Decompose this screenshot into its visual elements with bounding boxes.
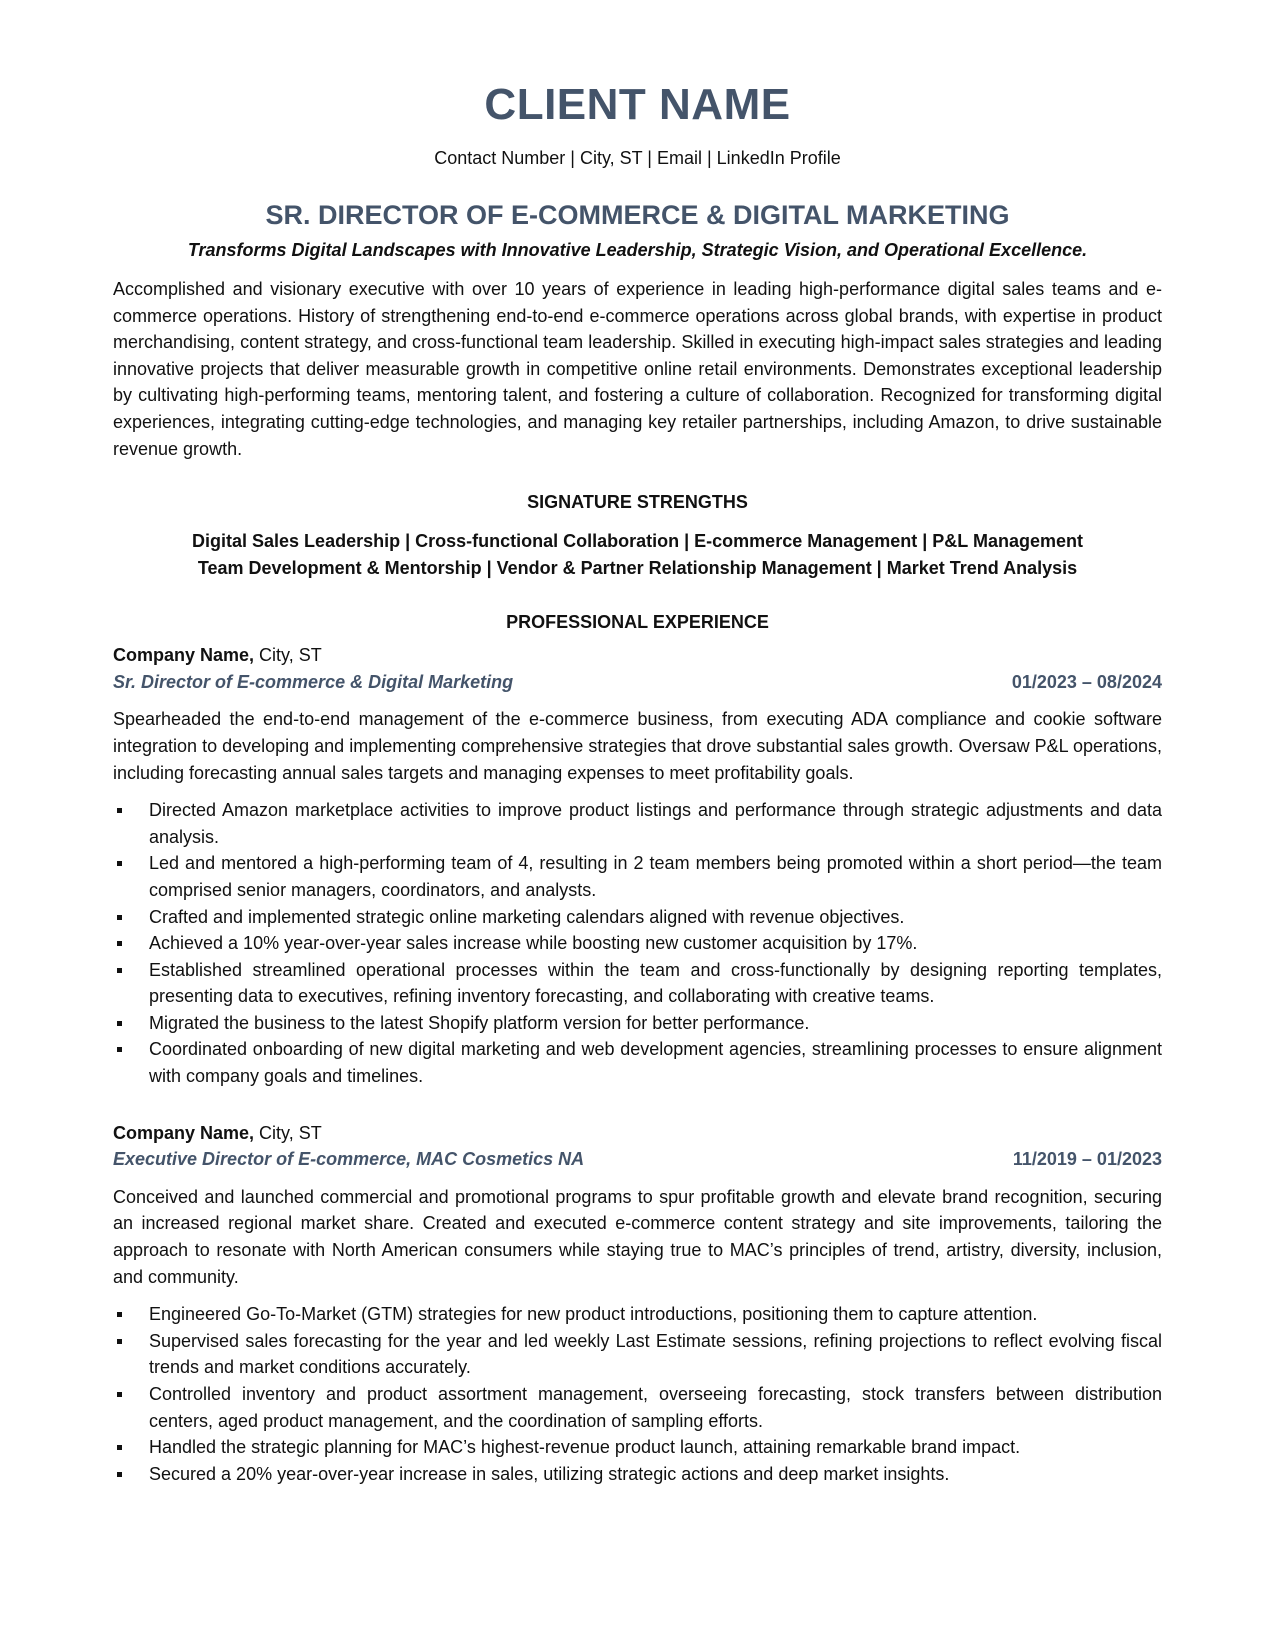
job-dates: 11/2019 – 01/2023 xyxy=(1012,1149,1162,1170)
bullet-item xyxy=(113,1010,1162,1037)
bullet-text: Achieved a 10% year-over-year sales increase while boosting new customer acquisition by 17%. xyxy=(149,933,918,954)
bullet-item xyxy=(113,797,1162,850)
bullet-text: Handled the strategic planning for MAC’s highest-revenue product launch, attaining remarkable brand impact. xyxy=(149,1437,1021,1458)
bullet-text: Established streamlined operational processes within the team and cross-functionally by designing reporting templates, presenting data to executives, refining inventory forecasting, and collaborating with creative teams. xyxy=(149,959,1162,1007)
job-entry xyxy=(113,1120,1162,1488)
bullet-item xyxy=(113,1434,1162,1461)
square-bullet-icon xyxy=(117,941,122,946)
company-location: City, ST xyxy=(254,1122,322,1143)
bullet-text: Directed Amazon marketplace activities to improve product listings and performance through strategic adjustments and data analysis. xyxy=(149,800,1162,847)
square-bullet-icon xyxy=(117,1047,122,1052)
bullet-item xyxy=(113,904,1162,931)
square-bullet-icon xyxy=(117,968,122,973)
bullet-text: Supervised sales forecasting for the year and led weekly Last Estimate sessions, refining projections to reflect evolving fiscal trends and market conditions accurately. xyxy=(149,1330,1162,1378)
square-bullet-icon xyxy=(117,808,122,813)
square-bullet-icon xyxy=(117,1339,122,1344)
headline-tagline: Transforms Digital Landscapes with Innovative Leadership, Strategic Vision, and Operational Excellence. xyxy=(187,240,1088,260)
bullet-item xyxy=(113,957,1162,1010)
bullet-text: Crafted and implemented strategic online marketing calendars aligned with revenue objectives. xyxy=(149,906,905,927)
bullet-text: Coordinated onboarding of new digital marketing and web development agencies, streamlining processes to ensure alignment with company goals and timelines. xyxy=(149,1039,1162,1087)
strengths-heading: SIGNATURE STRENGTHS xyxy=(527,492,748,513)
company-line xyxy=(113,642,1162,669)
company-location: City, ST xyxy=(254,645,322,666)
headline-title: SR. DIRECTOR OF E-COMMERCE & DIGITAL MARKETING xyxy=(265,200,1010,230)
job-title: Executive Director of E-commerce, MAC Cosmetics NA xyxy=(113,1149,585,1170)
job-dates: 01/2023 – 08/2024 xyxy=(1011,671,1162,692)
square-bullet-icon xyxy=(117,861,122,866)
job-bullets xyxy=(113,1301,1162,1487)
contact-line: Contact Number | City, ST | Email | LinkedIn Profile xyxy=(434,148,841,168)
company-line xyxy=(113,1120,1162,1147)
bullet-item xyxy=(113,1301,1162,1328)
square-bullet-icon xyxy=(117,1392,122,1397)
square-bullet-icon xyxy=(117,915,122,920)
company-name: Company Name, xyxy=(113,1122,255,1143)
experience-heading: PROFESSIONAL EXPERIENCE xyxy=(506,612,769,633)
bullet-text: Secured a 20% year-over-year increase in sales, utilizing strategic actions and deep market insights. xyxy=(149,1463,950,1484)
strengths-list xyxy=(113,528,1162,582)
bullet-text: Migrated the business to the latest Shopify platform version for better performance. xyxy=(149,1012,810,1033)
job-description: Conceived and launched commercial and promotional programs to spur profitable growth and elevate brand recognition, securing an increased regional market share. Created and executed e-commerce content strategy and site improvements, tailoring the approach to resonate with North American consumers while staying true to MAC’s principles of trend, artistry, diversity, inclusion, and community. xyxy=(113,1186,1162,1287)
bullet-text: Engineered Go-To-Market (GTM) strategies for new product introductions, positioning them to capture attention. xyxy=(149,1304,1038,1325)
bullet-item xyxy=(113,1461,1162,1488)
company-name: Company Name, xyxy=(113,645,255,666)
square-bullet-icon xyxy=(117,1312,122,1317)
strengths-line: Team Development & Mentorship | Vendor & Partner Relationship Management | Market Trend Analysis xyxy=(197,558,1078,579)
bullet-item xyxy=(113,850,1162,903)
bullet-item xyxy=(113,1036,1162,1089)
bullet-item xyxy=(113,930,1162,957)
strengths-line: Digital Sales Leadership | Cross-functional Collaboration | E-commerce Management | P&L Management xyxy=(192,531,1083,552)
job-bullets xyxy=(113,797,1162,1090)
bullet-text: Led and mentored a high-performing team of 4, resulting in 2 team members being promoted within a short period—the team comprised senior managers, coordinators, and analysts. xyxy=(149,853,1162,900)
bullet-item xyxy=(113,1381,1162,1434)
job-description: Spearheaded the end-to-end management of the e-commerce business, from executing ADA compliance and cookie software integration to developing and implementing comprehensive strategies that drove substantial sales growth. Oversaw P&L operations, including forecasting annual sales targets and managing expenses to meet profitability goals. xyxy=(113,709,1162,783)
role-line xyxy=(113,1146,1162,1173)
bullet-text: Controlled inventory and product assortment management, overseeing forecasting, stock transfers between distribution centers, aged product management, and the coordination of sampling efforts. xyxy=(149,1384,1162,1431)
square-bullet-icon xyxy=(117,1445,122,1450)
square-bullet-icon xyxy=(117,1472,122,1477)
bullet-item xyxy=(113,1328,1162,1381)
summary-paragraph: Accomplished and visionary executive with over 10 years of experience in leading high-performance digital sales teams and e-commerce operations. History of strengthening end-to-end e-commerce operations across global brands, with expertise in product merchandising, content strategy, and cross-functional team leadership. Skilled in executing high-impact sales strategies and leading innovative projects that deliver measurable growth in competitive online retail environments. Demonstrates exceptional leadership by cultivating high-performing teams, mentoring talent, and fostering a culture of collaboration. Recognized for transforming digital experiences, integrating cutting-edge technologies, and managing key retailer partnerships, including Amazon, to drive sustainable revenue growth. xyxy=(113,279,1162,459)
job-entry xyxy=(113,642,1162,1090)
role-line xyxy=(113,669,1162,696)
job-title: Sr. Director of E-commerce & Digital Marketing xyxy=(113,671,514,692)
client-name: CLIENT NAME xyxy=(484,80,791,129)
square-bullet-icon xyxy=(117,1021,122,1026)
